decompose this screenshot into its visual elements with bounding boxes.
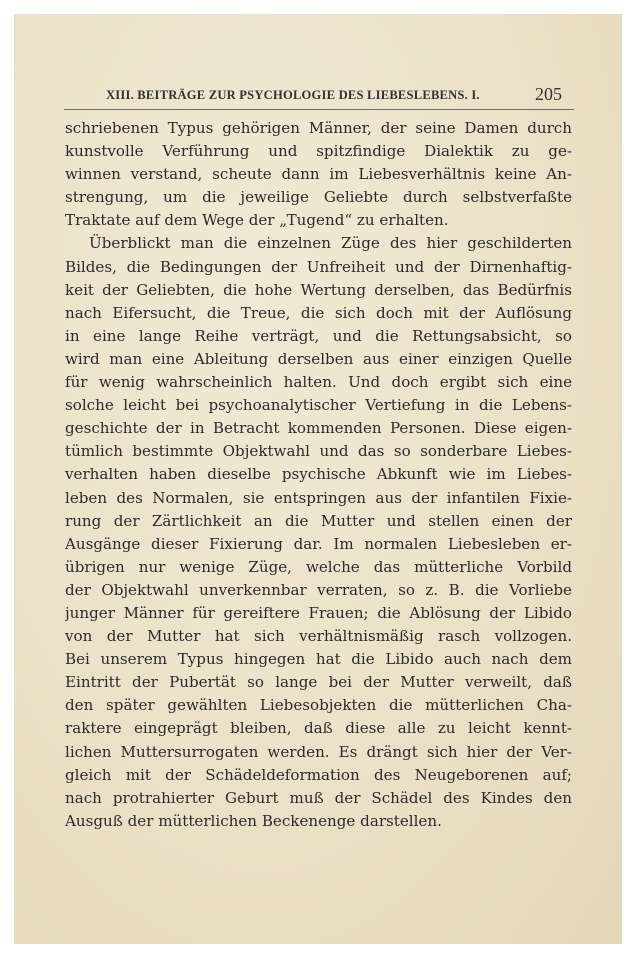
text-line: von der Mutter hat sich verhältnismäßig rasch vollzogen. <box>65 627 572 646</box>
text-line: in eine lange Reihe verträgt, und die Rettungsabsicht, so <box>65 326 572 345</box>
text-line: der Objektwahl unverkennbar verraten, so z. B. die Vorliebe <box>65 580 572 599</box>
text-line: übrigen nur wenige Züge, welche das mütterliche Vorbild <box>65 557 572 576</box>
body-text <box>65 117 572 833</box>
text-line: Bildes, die Bedingungen der Unfreiheit und der Dirnenhaftig- <box>65 257 572 276</box>
text-line: den später gewählten Liebesobjekten die mütterlichen Cha- <box>65 696 572 715</box>
text-line: nach protrahierter Geburt muß der Schädel des Kindes den <box>65 788 572 807</box>
text-line: schriebenen Typus gehörigen Männer, der seine Damen durch <box>65 119 572 137</box>
text-line: Überblickt man die einzelnen Züge des hier geschilderten <box>89 234 572 253</box>
text-line: solche leicht bei psychoanalytischer Vertiefung in die Lebens- <box>65 396 572 415</box>
text-line: geschichte der in Betracht kommenden Personen. Diese eigen- <box>65 419 572 438</box>
text-line: keit der Geliebten, die hohe Wertung derselben, das Bedürfnis <box>65 280 572 299</box>
text-line: nach Eifersucht, die Treue, die sich doch mit der Auflösung <box>65 303 572 322</box>
text-line: wird man eine Ableitung derselben aus einer einzigen Quelle <box>65 349 572 368</box>
text-line: verhalten haben dieselbe psychische Abkunft wie im Liebes- <box>65 465 572 484</box>
text-line: kunstvolle Verführung und spitzfindige Dialektik zu ge- <box>65 142 572 161</box>
book-page <box>14 14 622 944</box>
page-number: 205 <box>535 84 562 104</box>
text-line: lichen Muttersurrogaten werden. Es drängt sich hier der Ver- <box>65 742 572 761</box>
text-line: gleich mit der Schädeldeformation des Neugeborenen auf; <box>65 765 572 784</box>
text-line: Bei unserem Typus hingegen hat die Libido auch nach dem <box>65 650 572 669</box>
text-line: leben des Normalen, sie entspringen aus der infantilen Fixie- <box>65 488 572 507</box>
text-line: raktere eingeprägt bleiben, daß diese alle zu leicht kennt- <box>65 719 572 738</box>
text-line: Ausgänge dieser Fixierung dar. Im normalen Liebesleben er- <box>65 534 572 553</box>
text-line: junger Männer für gereiftere Frauen; die Ablösung der Libido <box>65 603 572 622</box>
text-line: winnen verstand, scheute dann im Liebesverhältnis keine An- <box>65 165 572 184</box>
text-line: Traktate auf dem Wege der „Tugend“ zu erhalten. <box>65 211 449 230</box>
text-line: tümlich bestimmte Objektwahl und das so sonderbare Liebes- <box>65 442 572 461</box>
text-line: für wenig wahrscheinlich halten. Und doch ergibt sich eine <box>65 373 572 392</box>
text-line: Eintritt der Pubertät so lange bei der Mutter verweilt, daß <box>65 673 572 692</box>
text-line: strengung, um die jeweilige Geliebte durch selbstverfaßte <box>65 188 572 207</box>
text-line: rung der Zärtlichkeit an die Mutter und stellen einen der <box>65 511 572 530</box>
running-header <box>14 74 622 114</box>
header-rule <box>64 109 574 110</box>
text-line: Ausguß der mütterlichen Beckenenge darstellen. <box>65 811 442 830</box>
running-header-title: XIII. BEITRÄGE ZUR PSYCHOLOGIE DES LIEBESLEBENS. I. <box>106 88 480 102</box>
